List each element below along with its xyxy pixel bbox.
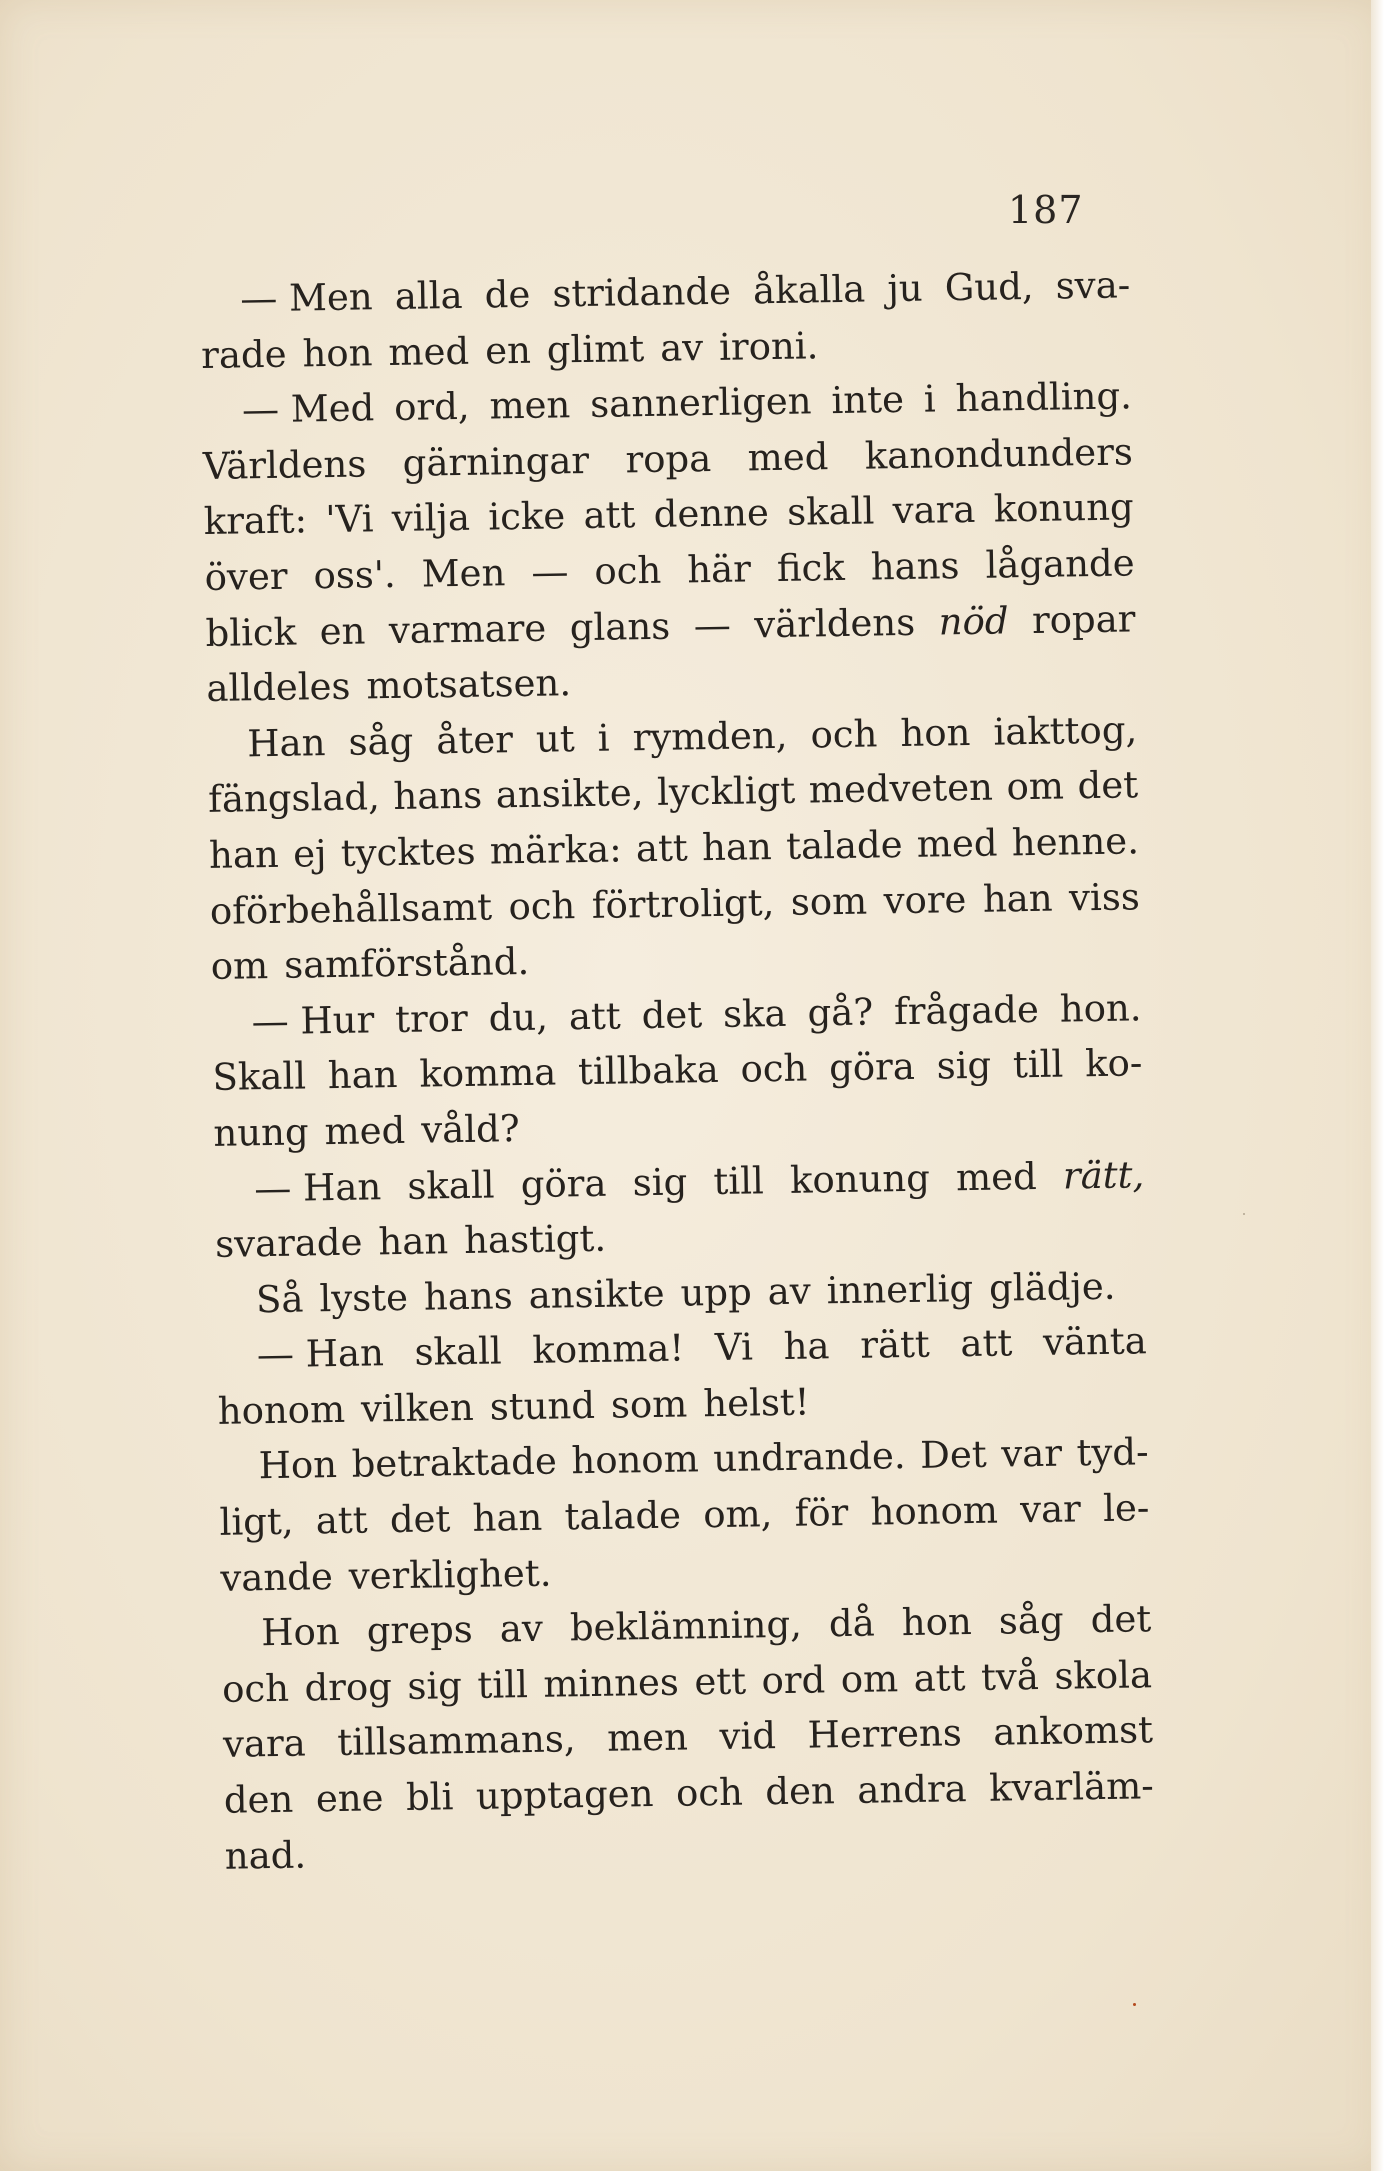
word: talade [564,1493,682,1539]
word: drog [304,1665,393,1710]
word: och [594,548,662,593]
word: men [489,383,571,428]
word: den [223,1777,294,1822]
word: gärningar [402,438,590,485]
word: vara [892,488,976,533]
word: och [675,1770,744,1815]
word: tillsammans, [337,1717,576,1765]
word: Men [421,551,506,596]
word: ansikte, [495,771,644,817]
word: och [221,1666,290,1711]
word: var [1019,1487,1082,1532]
word: att [568,994,622,1039]
word: en [319,609,366,653]
word: med [747,434,829,480]
word: Vi [714,1325,754,1370]
word: ko- [1084,1041,1143,1086]
word: Skall [212,1054,307,1100]
word: undrande. [713,1434,906,1481]
word: hans [423,1273,513,1319]
word: tycktes [340,829,476,875]
word: fängslad, [207,775,381,822]
word: henne. [1011,819,1140,865]
word: — [693,603,732,647]
word: över [204,554,288,599]
word: konung [789,1156,931,1202]
word: ha [783,1324,830,1369]
word: det [389,1497,451,1542]
word: glädje. [988,1264,1116,1310]
word: till [477,1662,529,1707]
word: vande [220,1554,334,1600]
word: Hon [258,1443,338,1488]
word: för [794,1491,849,1535]
word: hon [901,1600,973,1645]
word: ord, [393,384,470,430]
word: minnes [543,1660,680,1706]
word: i [597,716,610,760]
word: medveten [808,765,994,812]
word: och [810,712,878,757]
word: han [327,1053,398,1098]
word: vänta [1042,1319,1148,1365]
word: av [499,1607,544,1651]
word: upp [680,1270,753,1315]
word: handling. [955,374,1133,421]
word: nad. [224,1833,307,1878]
word: ironi. [718,323,819,369]
word: lyste [319,1275,409,1320]
word: vara [222,1721,307,1767]
word: glimt [546,326,645,372]
word: Världens [202,442,367,488]
word: världens [753,600,916,646]
word: — [531,550,569,594]
word: komma! [532,1326,685,1373]
word: kvarläm- [988,1764,1155,1810]
word: iakttog, [993,708,1138,754]
word: oss'. [313,552,397,598]
word: en [484,328,532,373]
word: i [923,377,936,421]
word: åter [436,717,514,763]
word: det [1077,763,1139,808]
word: stund [489,1383,596,1429]
word: samförstånd. [283,940,530,987]
word: lågande [985,541,1135,587]
word: glans [569,604,671,649]
word: två [980,1654,1040,1699]
word: le- [1102,1486,1150,1531]
word: var [1000,1432,1063,1477]
word: andra [856,1767,967,1812]
word: — Hur [251,998,375,1043]
word: honom [571,1437,700,1483]
body-text [200,263,1155,1890]
word: han [472,1495,543,1540]
word: — Han [253,1164,382,1210]
word: att [315,1498,368,1543]
word: av [767,1269,812,1313]
word: om [1006,764,1065,809]
word: han [701,825,773,870]
word: rade [200,332,287,377]
word: att [583,493,636,538]
page-edge [1371,0,1384,2171]
word: och [740,1046,808,1091]
word: ligt, [219,1499,294,1544]
word: ankomst [993,1708,1154,1755]
word: sva- [1055,263,1131,308]
word: fick [776,545,846,590]
word: då [828,1601,876,1646]
word: sig [407,1663,463,1708]
word: såg [998,1598,1064,1643]
word: motsatsen. [366,661,572,708]
word: våld? [420,1106,520,1152]
word: sig [936,1043,992,1088]
word: skola [1054,1653,1153,1698]
word: rymden, [632,713,788,760]
word: frågade [893,987,1040,1033]
word: göra [520,1161,607,1206]
word: oförbehållsamt [209,885,493,933]
word: talade [785,822,903,868]
word: vilja [391,496,471,541]
word: upptagen [475,1772,654,1818]
word: ett [694,1659,747,1704]
word: alla [394,273,463,318]
word: göra [828,1045,916,1090]
word: innerlig [826,1266,974,1312]
word: sig [632,1159,688,1204]
paper-speck [1243,1213,1245,1215]
word: till [1012,1042,1064,1087]
word: Gud, [944,264,1034,310]
word: du, [488,995,549,1040]
word: hon [302,330,373,375]
word: skall [407,1162,495,1208]
word: Det [919,1433,987,1478]
word: han [982,876,1053,921]
word: att [635,826,689,871]
word: med [916,821,998,866]
word: icke [487,494,566,539]
word: helst! [702,1380,810,1426]
word: om, [702,1492,773,1537]
word: komma [419,1050,557,1096]
word: ropar [1031,596,1136,642]
word: greps [366,1608,474,1653]
word: hon. [1059,986,1142,1031]
word: vore [883,877,967,922]
word: Så [255,1277,304,1321]
word: att [960,1321,1013,1366]
word: det [641,992,703,1037]
word: ene [315,1776,384,1821]
word: nöd [938,598,1009,643]
word: svarade [214,1220,363,1266]
word: rätt [859,1322,931,1368]
word: Herrens [807,1711,963,1758]
word: beklämning, [569,1602,803,1650]
word: märka: [489,827,622,873]
word: han [378,1219,449,1264]
word: såg [348,719,414,764]
word: här [686,547,752,592]
word: ut [535,716,575,761]
word: inte [831,378,905,423]
word: om [210,944,269,989]
word: det [1090,1597,1152,1642]
word: kanondunders [864,430,1134,478]
word: sannerligen [589,379,812,427]
word: och [508,883,576,928]
word: hans [870,544,960,589]
word: kraft: [203,498,308,544]
word: förtroligt, [591,880,775,927]
word: Hon [260,1610,340,1655]
word: men [606,1715,689,1761]
word: ord [761,1658,826,1703]
word: bli [405,1775,454,1819]
word: tror [394,996,469,1041]
paper-speck [1133,2003,1136,2006]
word: vilken [360,1385,475,1431]
word: skall [414,1329,503,1375]
word: av [659,325,704,370]
word: tillbaka [577,1048,720,1094]
word: med [955,1154,1038,1199]
word: honom [217,1387,346,1433]
word: till [713,1158,765,1203]
word: blick [205,610,297,655]
word: hastigt. [463,1216,607,1263]
word: 'Vi [325,497,374,542]
word: varmare [388,606,547,652]
word: hans [393,773,483,819]
word: ju [887,266,924,311]
word: hon [900,710,971,755]
word: gå? [807,990,874,1035]
word: den [765,1769,836,1814]
word: vid [719,1714,777,1759]
word: Han [246,720,326,766]
word: han [208,832,280,877]
word: med [324,1108,406,1154]
word: som [610,1382,688,1427]
word: verklighet. [348,1551,552,1598]
word: om [840,1657,899,1701]
word: lyckligt [656,769,796,815]
word: åkalla [752,267,866,313]
word: denne [653,491,770,537]
word: rätt, [1062,1152,1145,1198]
word: stridande [552,269,732,316]
word: — Med [241,386,375,432]
word: ansikte [528,1271,665,1317]
word: de [484,272,531,317]
word: med [388,329,470,374]
word: konung [993,485,1134,531]
word: — Men [239,275,374,321]
word: ska [722,991,787,1036]
word: alldeles [206,664,351,711]
word: honom [870,1488,999,1534]
word: som [790,879,868,924]
word: viss [1068,874,1141,919]
word: betraktade [351,1440,558,1487]
word: — Han [256,1331,385,1377]
word: att [913,1655,966,1700]
word: nung [213,1110,309,1155]
word: tyd- [1076,1430,1149,1475]
word: skall [786,489,875,535]
word: ropa [625,436,712,482]
word: ej [292,832,327,876]
page-number: 187 [1008,188,1084,232]
